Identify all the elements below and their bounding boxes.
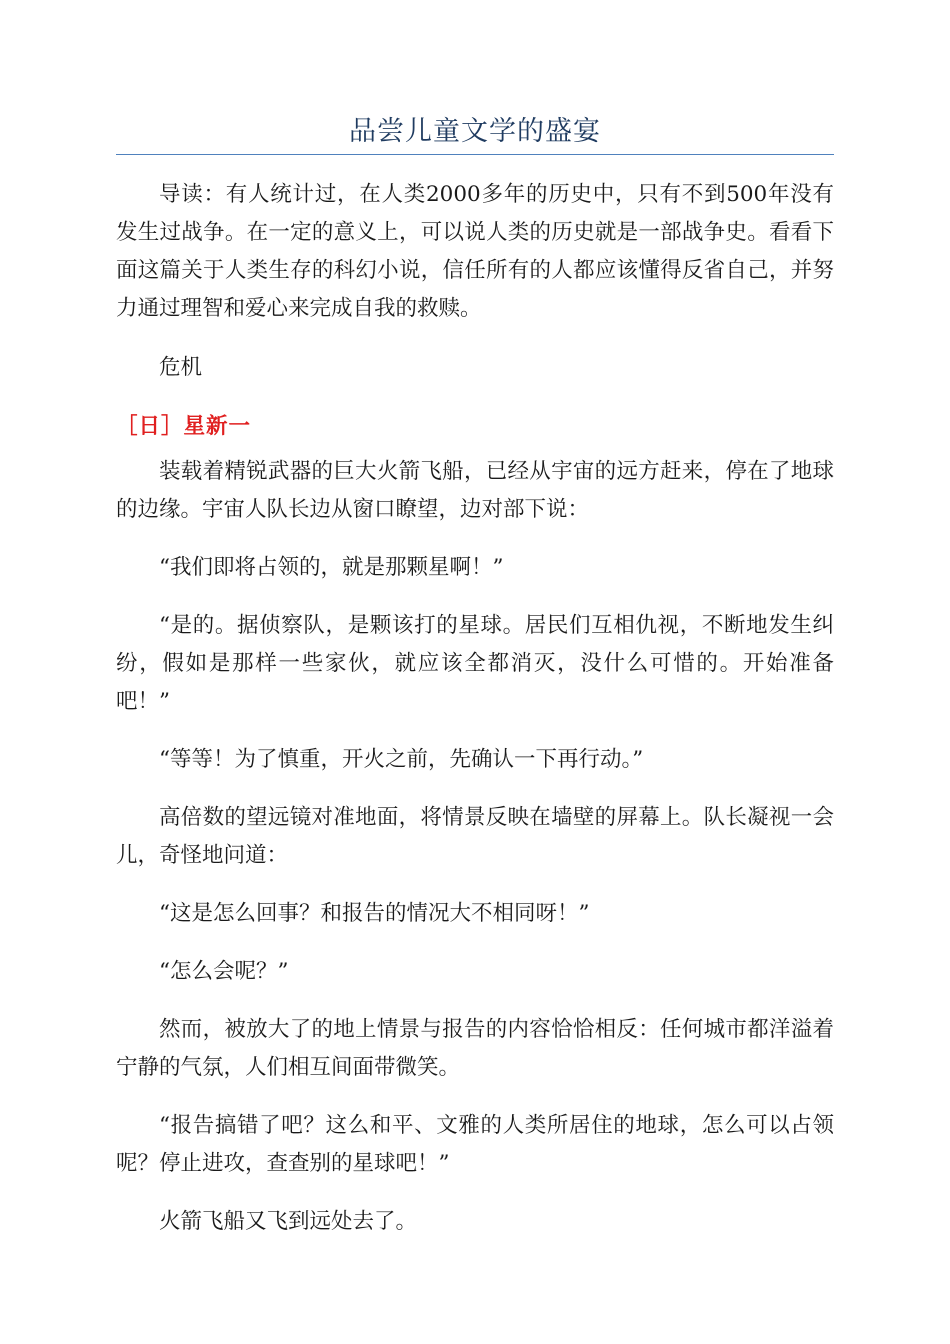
document-title: 品尝儿童文学的盛宴 — [349, 116, 601, 147]
title-underline — [116, 154, 834, 155]
story-paragraph: “这是怎么回事？和报告的情况大不相同呀！” — [159, 901, 590, 926]
intro-paragraph: 导读：有人统计过，在人类2000多年的历史中，只有不到500年没有发生过战争。在一定的意义上，可以说人类的历史就是一部战争史。看看下面这篇关于人类生存的科幻小说，信任所有的人都应该懂得反省自己，并努力通过理智和爱心来完成自我的救赎。 — [116, 182, 834, 321]
story-paragraph: 装载着精锐武器的巨大火箭飞船，已经从宇宙的远方赶来，停在了地球的边缘。宇宙人队长边从窗口瞭望，边对部下说： — [116, 459, 834, 522]
document-body — [116, 176, 834, 1261]
story-paragraph: “我们即将占领的，就是那颗星啊！” — [159, 555, 504, 580]
story-paragraph: “等等！为了慎重，开火之前，先确认一下再行动。” — [159, 747, 644, 772]
story-paragraph: “是的。据侦察队，是颗该打的星球。居民们互相仇视，不断地发生纠纷，假如是那样一些家伙，就应该全都消灭，没什么可惜的。开始准备吧！” — [116, 613, 834, 714]
author-line: ［日］星新一 — [116, 414, 252, 439]
story-paragraph: 火箭飞船又飞到远处去了。 — [159, 1209, 418, 1234]
story-paragraph: “怎么会呢？” — [159, 959, 289, 984]
story-title: 危机 — [159, 355, 203, 380]
story-paragraph: “报告搞错了吧？这么和平、文雅的人类所居住的地球，怎么可以占领呢？停止进攻，查查别的星球吧！” — [116, 1113, 834, 1176]
story-paragraph: 然而，被放大了的地上情景与报告的内容恰恰相反：任何城市都洋溢着宁静的气氛，人们相互间面带微笑。 — [116, 1017, 834, 1080]
story-paragraph: 高倍数的望远镜对准地面，将情景反映在墙壁的屏幕上。队长凝视一会儿，奇怪地问道： — [116, 805, 834, 868]
